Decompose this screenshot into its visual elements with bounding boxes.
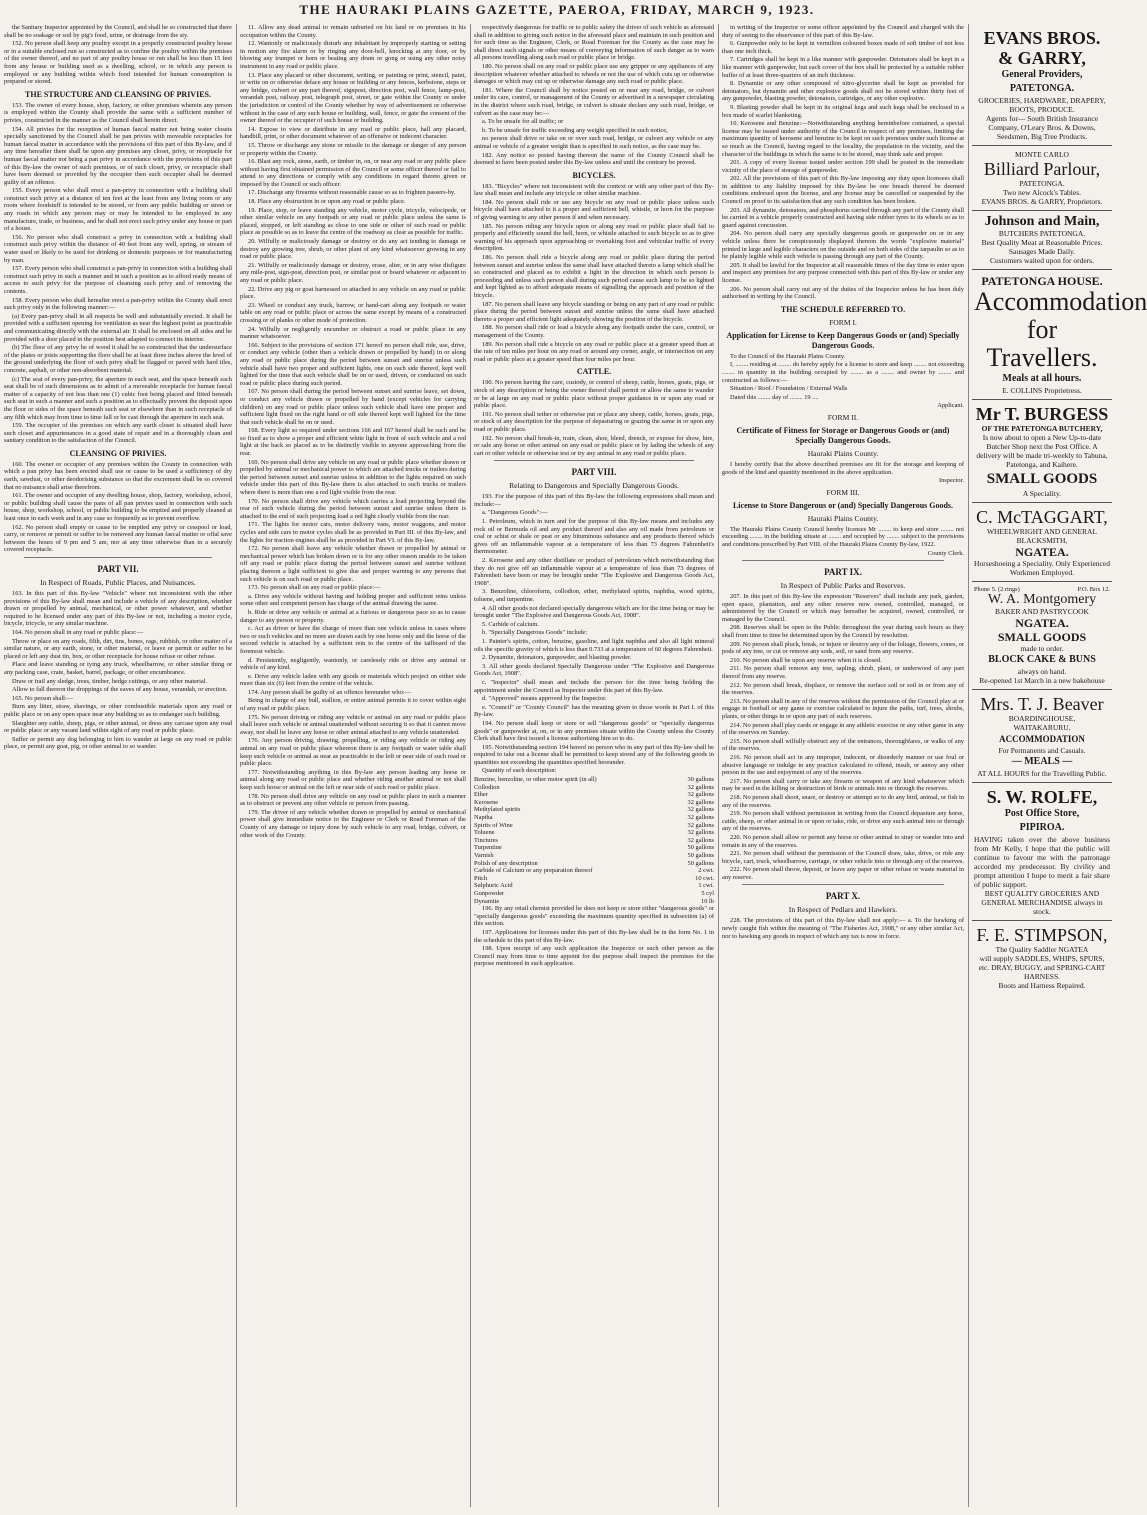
paragraph: 175. No person driving or riding any vehicle or animal on any road or public place shall leave such vehicle or animal unattended without securing it so that it cannot move away, nor shall he leave any horse or other animal attached to any vehicle unattended. bbox=[240, 713, 466, 736]
paragraph: e. "Council" or "County Council" has the meaning given to those words in Part I. of this By-law. bbox=[474, 703, 714, 719]
paragraph: 211. No person shall remove any tree, sapling, shrub, plant, or underwood of any part thereof from any reserve. bbox=[722, 665, 964, 681]
ad-mctaggart bbox=[972, 503, 1112, 582]
paragraph: c. Act as driver or have the charge of more than one vehicle unless in cases where two or such vehicles and no more are drawn each by one horse only and the horse of the second vehicle is attached by a sufficient rein to the centre of the tailboard of the foremost vehicle. bbox=[240, 625, 466, 655]
table-row bbox=[474, 799, 714, 807]
paragraph: (b) The floor of any privy be of wood it shall be so constructed that the undersurface of the plates or joists supporting the floor shall be at least three inches above the level of the ground underlying the floor of such privy shall be flagged or paved with hard tiles, concrete, asphalt, or other non-absorbent material. bbox=[4, 344, 232, 374]
ad-title: S. W. ROLFE, bbox=[986, 787, 1098, 807]
paragraph: 23. Wheel or conduct any truck, barrow, or hand-cart along any footpath or water table on any road or public place or across the same except by means of a constructed crossing or of planks or other mode of protection. bbox=[240, 301, 466, 324]
table-row bbox=[474, 844, 714, 852]
paragraph: the Sanitary Inspector appointed by the Council, and shall be so constructed that there shall be no soakage or soil by pig's food, urine, or drainage from the sty. bbox=[4, 24, 232, 39]
divider bbox=[24, 557, 212, 558]
paragraph: a. To be unsafe for all traffic; or bbox=[482, 118, 564, 126]
paragraph: 171. The lights for motor cars, motor delivery vans, motor waggons, and motor cycles and side cars to motor cycles shall be as provided in Part III. of this By-law, and the lights for traction engines shall be as provided in Part VI. of this By-law. bbox=[240, 521, 466, 544]
ad-headline: Accommodation for Travellers. bbox=[974, 287, 1147, 372]
paragraph: 14. Expose to view or distribute in any road or public place, hall any placard, handbill, print, or other document whatever of an offensive or indecent character. bbox=[240, 125, 466, 141]
advertisements-column bbox=[972, 24, 1147, 1509]
ad-subtitle: BAKER AND PASTRYCOOK bbox=[995, 607, 1089, 616]
ad-headline: ACCOMMODATION bbox=[999, 734, 1085, 744]
ad-headline: — MEALS — bbox=[1011, 756, 1073, 767]
ad-headline: SMALL GOODS bbox=[986, 471, 1098, 487]
paragraph: a. "Dangerous Goods":— bbox=[482, 509, 548, 517]
ad-title: Mrs. T. J. Beaver bbox=[980, 694, 1104, 714]
paragraph: b. To be unsafe for traffic exceeding any weight specified in such notice, bbox=[482, 126, 668, 134]
paragraph: Draw or trail any sledge, trees, timber, hedge cuttings, or any other material. bbox=[12, 677, 208, 685]
paragraph: (c) The seat of every pan-privy, the aperture in each seat, and the space beneath each seat shall be of such dimensions as to admit of a moveable receptacle for human faecal matter of a capacity of not less than one (1) cubic foot being placed and fitted beneath such seat in such a manner and such a position as to effectually prevent the deposit upon the floor or sides of the space beneath such seat or elsewhere than in such receptacle of any filth which may from time to time fall or be cast through the aperture in such seat. bbox=[4, 375, 232, 421]
ad-text: Is now about to open a New Up-to-date Butcher Shop next the Post Office. A delivery will be made tri-weekly to Tahuna, Patetonga, and Kaihere. bbox=[976, 433, 1108, 469]
table-row bbox=[474, 829, 714, 837]
paragraph: 207. In this part of this By-law the expression "Reserves" shall include any park, garden, open space, plantation, and any other reserve now owned, controlled, managed, or administered by the Council or which may hereafter be acquired, owned, controlled, or managed by the Council. bbox=[722, 593, 964, 623]
part-subheading: In Respect of Roads, Public Places, and Nuisances. bbox=[40, 578, 196, 587]
ad-text: Sausages Made Daily. bbox=[1008, 247, 1076, 256]
ad-text: For Permanents and Casuals. bbox=[998, 746, 1086, 755]
ad-text: AT ALL HOURS for the Travelling Public. bbox=[977, 769, 1107, 778]
paragraph: 178. No person shall drive any vehicle on any road or public place in such a manner as to obstruct or prevent any other vehicle or person from passing. bbox=[240, 792, 466, 808]
table-cell-item: Turpentine bbox=[474, 844, 502, 852]
table-cell-quantity: 10 lb bbox=[701, 897, 714, 905]
paragraph: 19. Place, stop, or leave standing any vehicle, motor cycle, tricycle, velocipede, or other similar vehicle on any footpath or any road or public place unless the same is placed, stopped, or left standing as close to one side or other of such road or public place as possible so as to leave the centre of the roadway as clear as possible for traffic. bbox=[240, 206, 466, 237]
ad-patetonga-house bbox=[972, 270, 1147, 400]
section-heading: THE SCHEDULE REFERRED TO. bbox=[780, 304, 906, 314]
table-cell-quantity: 50 gallons bbox=[687, 852, 714, 859]
paragraph: 10. Kerosene and Benzine:—Notwithstanding anything hereinbefore contained, a special license may be issued under authority of the Council in respect of any premises, limiting the maximum quantity of kerosene and benzine to be kept on such premises under such license at so much as the Council, having regard to the locality, the population in the vicinity, and the character of the buildings in which the same is to be stored, may think safe and proper. bbox=[722, 120, 964, 158]
part-heading: PART IX. bbox=[824, 567, 862, 578]
paragraph: 163. In this part of this By-law "Vehicle" where not inconsistent with the other provisions of this By-law shall mean and include a vehicle of any description, whether drawn or propelled by animal, mechanical, or other power whatever, and whether required to be licensed under any part of this By-law or not, including a motor cycle, bicycle, tricycle, or any similar machine. bbox=[4, 590, 232, 628]
paragraph: Situation / Roof / Foundation / External Walls bbox=[730, 385, 848, 393]
paragraph: 185. No person riding any bicycle upon or along any road or public place shall fail to properly and efficiently sound the bell, horn, or whistle attached to such bicycle so as to give warning of his approach upon approaching or overtaking foot and vehicular traffic of every description. bbox=[474, 222, 714, 253]
ad-text: Two new Alcock's Tables. bbox=[1002, 188, 1082, 197]
paragraph: 158. Every person who shall hereafter erect a pan-privy within the County shall erect such privy only in the following manner:— bbox=[4, 296, 232, 312]
table-cell-quantity: 32 gallons bbox=[687, 783, 714, 791]
paragraph: 214. No person shall play cards or engage in any athletic exercise or any other game in any of the reserves on Sunday. bbox=[722, 721, 964, 737]
paragraph: The Hauraki Plains County Council hereby licenses Mr ........ to keep and store ........ not exceeding ........ in the building situate at ........ and occupied by ........ subject to the provisions and conditions prescribed by Part VIII. of the Hauraki Plains County By-law, 1922. bbox=[722, 525, 964, 548]
ad-text: made to order. bbox=[1020, 644, 1064, 653]
signature-line: Applicant. bbox=[937, 402, 964, 410]
paragraph: 18. Place any obstruction in or upon any road or public place. bbox=[248, 198, 406, 206]
table-row bbox=[474, 867, 714, 875]
po-box: P.O. Box 12. bbox=[1077, 586, 1110, 593]
table-cell-quantity: 30 gallons bbox=[687, 776, 714, 784]
ad-text: NGATEA. bbox=[1015, 616, 1069, 630]
divider bbox=[494, 460, 694, 461]
ad-text: PIPIROA. bbox=[1019, 822, 1065, 833]
paragraph: 168. Every light so required under sections 166 and 167 hereof shall be such and be so fixed as to show a proper and efficient white light in front of such vehicle and a red light at the back so placed as to be distinctly visible to anyone approaching from the rear. bbox=[240, 427, 466, 458]
form-label: FORM II. bbox=[827, 412, 859, 422]
paragraph: 154. All privies for the reception of human faecal matter not being water closets specially sanctioned by the Council shall be pan privies with moveable receptacles for human faecal matter in accordance with the provisions of this part of this By-law, and if any time hereafter there shall be upon any premises any closet, privy, or receptacle for human faecal matter not being a pan privy in accordance with the provisions of this part of this By-law the owner of such premises, or of such closet, privy, or receptacle shall have been deemed or provided by the occupier then such occupier shall be deemed guilty of an offence. bbox=[4, 125, 232, 186]
ad-title: Billiard Parlour, bbox=[983, 159, 1101, 179]
ad-text: Boots and Harness Repaired. bbox=[998, 981, 1086, 990]
section-heading: CLEANSING OF PRIVIES. bbox=[69, 448, 167, 458]
county-name: Hauraki Plains County. bbox=[807, 448, 879, 458]
table-cell-item: Carbide of Calcium or any preparation thereof bbox=[474, 867, 593, 875]
paragraph: 173. No person shall on any road or public place:— bbox=[248, 584, 381, 592]
ad-title: Johnson and Main, bbox=[984, 214, 1100, 229]
paragraph: 155. Every person who shall erect a pan-privy in connection with a building shall construct such privy at a distance of ten feet at the least from any living room or any room where foodstuff is intended to be stored, or from any public building or street or any roads in which any person may or may be intended to be employed in any manufacture, trade, or business, and he shall not erect such privy under any house or part of a house. bbox=[4, 187, 232, 233]
form-label: FORM I. bbox=[829, 317, 857, 327]
table-cell-quantity: 32 gallons bbox=[687, 814, 714, 822]
paragraph: a. Drive any vehicle without having and holding proper and sufficient reins unless some other and competent person has charge of the animal drawing the same. bbox=[240, 592, 466, 608]
paragraph: Throw or place on any roads, filth, dirt, tins, bones, rags, rubbish, or other matter of a similar nature, or any earth, stone, or other material, or leave or permit or suffer to be placed or left any dust tin, box, or other receptacle for house refuse or other refuse. bbox=[4, 637, 232, 660]
paragraph: 228. The provisions of this part of this By-law shall not apply:— a. To the hawking of newly caught fish within the meaning of "The Fisheries Act, 1908," or any other similar Act, nor to hawking any goods in respect of which any tax is now in force. bbox=[722, 917, 964, 940]
table-cell-item: Benzine, benzoline, or other motor spirit (in all) bbox=[474, 776, 597, 784]
paragraph: 2. Dynamite, detonators, gunpowder, and blasting powder. bbox=[482, 654, 632, 662]
part-heading: PART VIII. bbox=[571, 467, 617, 478]
quantity-table bbox=[474, 776, 714, 905]
ad-montgomery bbox=[972, 582, 1112, 690]
ad-text: EVANS BROS. & GARRY, Proprietors. bbox=[981, 197, 1103, 206]
paragraph: I, ........ residing at ........ do hereby apply for a license to store and keep ........ not exceeding ........ in quantity in the building occupied by ........ as a ........ and owner by ........ and constructed as follows:— bbox=[722, 361, 964, 384]
paragraph: Place and leave standing or tying any truck, wheelbarrow, or other similar thing or any packing case, crate, basket, barrel, package, or other encumbrance. bbox=[4, 661, 232, 676]
ad-subtitle: WHEELWRIGHT AND GENERAL BLACKSMITH, bbox=[986, 527, 1098, 545]
paragraph: 159. The occupier of the premises on which any earth closet is situated shall have such closet and appurtenances in a good state of repair and in a thoroughly clean and sanitary condition to the satisfaction of the Council. bbox=[4, 422, 232, 445]
ad-text: BEST QUALITY GROCERIES AND GENERAL MERCHANDISE always in stock. bbox=[981, 889, 1103, 916]
paragraph: 204. No person shall carry any specially dangerous goods or gunpowder on or in any vehicle unless there be conspicuously displayed thereon the words "explosive material" printed in large and legible characters on the outside and on both sides of the tarpaulin so as to be plainly legible while such vehicle is passing through any part of the County. bbox=[722, 230, 964, 261]
paragraph: 217. No person shall carry or take any firearm or weapon of any kind whatsoever which may be used in the killing or destruction of birds or animals into or through the reserves. bbox=[722, 777, 964, 793]
section-heading: BICYCLES. bbox=[572, 170, 616, 180]
paragraph: 5. Carbide of calcium. bbox=[482, 620, 539, 628]
table-cell-item: Pitch bbox=[474, 874, 488, 882]
paragraph: 197. Applications for licenses under this part of this By-law shall be in the form No. 1 in the schedule to this part of this By-law. bbox=[474, 928, 714, 944]
paragraph: d. "Approved" means approved by the Inspector. bbox=[482, 695, 607, 703]
table-cell-item: Dynamite bbox=[474, 897, 500, 905]
paragraph: 6. Gunpowder only to be kept in vermilion coloured boxes made of soft timber of not less than one inch thick. bbox=[722, 40, 964, 55]
table-cell-quantity: 32 gallons bbox=[687, 791, 714, 799]
table-row bbox=[474, 882, 714, 890]
paragraph: 162. No person shall empty or cause to be emptied any privy or cesspool or load, carry, or remove or permit or suffer to be removed any human faecal matter or offal save between the hours of 9 pm and 5 am, nor at any time otherwise than in a securely covered receptacle. bbox=[4, 523, 232, 554]
paragraph: 203. All dynamite, detonators, and phosphorus carried through any part of the County shall be carried in a vehicle properly constructed and having side rubber tyres to its wheels so as to guard against concussion. bbox=[722, 206, 964, 229]
form-title: License to Store Dangerous or (and) Specially Dangerous Goods. bbox=[732, 500, 954, 510]
table-row bbox=[474, 822, 714, 830]
paragraph: 161. The owner and occupier of any dwelling house, shop, factory, workshop, school, or public building shall cause the pans of all pan privies used in connection with such house, shop, workshop, school, or public building to be emptied and properly cleaned at least once in each week and in any case so frequently as to prevent overflow. bbox=[4, 492, 232, 523]
ad-text: Customers waited upon for orders. bbox=[990, 256, 1094, 265]
paragraph: d. Persistently, negligently, wantonly, or carelessly ride or drive any animal or vehicle of any kind. bbox=[240, 656, 466, 672]
table-cell-item: Ether bbox=[474, 791, 488, 799]
paragraph: 169. No person shall drive any vehicle on any road or public place whether drawn or propelled by animal or mechanical power to which are attached trucks or trailers during the period between sunset and sunrise unless in addition to the lights required on such vehicle under this part of this By-law there is also attached to such trucks or trailers where there is more than one a red light visible from the rear. bbox=[240, 458, 466, 497]
table-cell-item: Toluene bbox=[474, 829, 495, 837]
ad-text: E. COLLINS Proprietress. bbox=[1002, 386, 1082, 395]
paragraph: no person shall drive or take on or over such road, bridge, or culvert any vehicle or any animal or vehicle of a greater weight than is specified in such notice, as the case may be. bbox=[474, 135, 714, 150]
section-heading: THE STRUCTURE AND CLEANSING OF PRIVIES. bbox=[25, 89, 211, 99]
paragraph: 206. No person shall carry out any of the duties of the Inspector unless he has been duly authorised in writing by the Council. bbox=[722, 285, 964, 301]
paragraph: 194. No person shall keep or store or sell "dangerous goods" or "specially dangerous goods" or gunpowder at, on, or in any premises situate within the County unless the County Clerk shall have first issued a license authorising him so to do. bbox=[474, 719, 714, 743]
paragraph: 212. No person shall break, displace, or remove the surface soil or soil in or from any of the reserves. bbox=[722, 681, 964, 697]
paragraph: c. "Inspector" shall mean and include the person for the time being holding the appointment under the Council as Inspector under this part of this By-law. bbox=[474, 678, 714, 694]
county-name: Hauraki Plains County. bbox=[807, 513, 879, 523]
paragraph: 172. No person shall leave any vehicle whether drawn or propelled by animal or mechanical power which has broken down or is for any other reason unable to be taken off any road or public place during the period between sunset and sunrise without placing thereon a light sufficient to give due and proper warning to any persons that such vehicle is on such road or public place. bbox=[240, 545, 466, 583]
paragraph: Allow to fall thereon the droppings of the eaves of any house, verandah, or erection. bbox=[12, 686, 228, 694]
ad-text: Best Quality Meat at Reasonable Prices. bbox=[981, 238, 1103, 247]
ad-text: will supply SADDLES, WHIPS, SPURS, etc. DRAY, BUGGY, and SPRING-CART HARNESS. bbox=[978, 954, 1106, 981]
table-cell-item: Collodion bbox=[474, 783, 500, 791]
table-cell-quantity: 50 gallons bbox=[687, 844, 714, 852]
part-subheading: In Respect of Public Parks and Reserves. bbox=[780, 581, 906, 591]
form-label: FORM III. bbox=[826, 487, 860, 497]
paragraph: 11. Allow any dead animal to remain unburied on his land or on premises in his occupation within the County. bbox=[240, 24, 466, 39]
paragraph: 1. Painter's spirits, cotton, benzine, gasoline, and light naphtha and also all light mineral oils the specific gravity of which is less than 0.733 at a temperature of 60 degrees Fahrenheit. bbox=[474, 637, 714, 653]
paragraph: 9. Blasting powder shall be kept in its original kegs and such kegs shall be enclosed in a box made of scarlet blanketing. bbox=[722, 103, 964, 119]
table-cell-item: Polish of any description bbox=[474, 859, 538, 867]
paragraph: 219. No person shall without permission in writing from the Council depasture any horse, cattle, sheep, or other animal in or upon or take, ride, or drive any such animal into or through any of the reserves. bbox=[722, 810, 964, 833]
table-cell-item: Sulphuric Acid bbox=[474, 882, 513, 890]
paragraph: 215. No person shall wilfully obstruct any of the entrances, thoroughfares, or walks of any of the reserves. bbox=[722, 737, 964, 753]
paragraph: 157. Every person who shall construct a pan-privy in connection with a building shall construct such privy in such a manner and in such a position as to afford ready means of access to such privy for the purpose of cleansing such privy and of removing the contents. bbox=[4, 265, 232, 295]
paragraph: 180. No person shall on any road or public place use any gripper or any appliances of any description whatever whether attached to wheels or not the use of which cuts up or otherwise damages or which may cut up or otherwise damage any such road or public place. bbox=[474, 62, 714, 86]
paragraph: 183. "Bicycles" where not inconsistent with the context or with any other part of this By-law shall mean and include any tricycle or other similar machine. bbox=[474, 182, 714, 198]
paragraph: 176. Any person driving, drawing, propelling, or riding any vehicle or riding any animal on any road or public place whereon there is any footpath or water table shall keep such vehicle or animal as near as practicable to the left or near side of such road or public place. bbox=[240, 737, 466, 768]
paragraph: 213. No person shall in any of the reserves without the permission of the Council play at or engage in football or any game or exercise calculated to injure the paths, turf, trees, shrubs, plants, or other things in or upon any part of such reserves. bbox=[722, 697, 964, 720]
table-row bbox=[474, 784, 714, 792]
paragraph: 208. Reserves shall be open to the Public throughout the year during such hours as they shall from time to time be determined upon by the Council by resolution. bbox=[722, 624, 964, 640]
ad-text: NGATEA. bbox=[1015, 545, 1069, 559]
form-title: Certificate of Fitness for Storage or Dangerous Goods or (and) Specially Dangerous Goods. bbox=[736, 425, 950, 445]
table-row bbox=[474, 791, 714, 799]
table-cell-item: Methylated spirits bbox=[474, 806, 521, 814]
ad-subtitle: The Quality Saddler NGATEA bbox=[995, 945, 1089, 954]
paragraph: 195. Notwithstanding section 194 hereof no person who in any part of this By-law shall be required to take out a license shall be permitted to keep stored any of the following goods in quantities not exceeding the quantities specified hereunder. bbox=[474, 743, 714, 766]
ad-text: Re-opened 1st March in a new bakehouse bbox=[979, 676, 1105, 685]
paragraph: 160. The owner or occupier of any premises within the County in connection with which a pan privy has been erected shall use or cause to be used a sufficiency of dry earth, sawdust, or other deodorising substance so that the excrement shall be so covered that no nuisance shall arise therefrom. bbox=[4, 460, 232, 491]
ad-text: WAITAKARURU. bbox=[1013, 723, 1071, 732]
ad-subtitle: General Providers, PATETONGA. bbox=[1001, 69, 1083, 94]
paragraph: 156. No person who shall construct a privy in connection with a building shall construct such privy within the distance of 40 feet from any well, spring, or stream of water used or likely to be used for drinking or domestic purposes or for manufacturing by man. bbox=[4, 233, 232, 264]
paragraph: 218. No person shall shoot, snare, or destroy or attempt so to do any bird, animal, or fish in any of the reserves. bbox=[722, 793, 964, 809]
paragraph: 210. No person shall be upon any reserve when it is closed. bbox=[730, 656, 882, 664]
paragraph: 174. Any person shall be guilty of an offence hereunder who:— bbox=[248, 688, 411, 696]
part-subheading: Relating to Dangerous and Specially Dangerous Goods. bbox=[509, 481, 679, 491]
paragraph: 220. No person shall allow or permit any horse or other animal to stray or wander into and remain in any of the reserves. bbox=[722, 833, 964, 849]
paragraph: 3. Benzoline, chloroform, collodion, ether, methylated spirits, naphtha, wood spirits, toluene, and turpentine. bbox=[474, 588, 714, 603]
ad-subtitle: BOARDINGHOUSE, bbox=[1008, 714, 1076, 723]
section-heading: CATTLE. bbox=[576, 367, 612, 377]
table-row bbox=[474, 806, 714, 814]
paragraph: 177. Notwithstanding anything in this By-law any person leading any horse or animal along any road or public place and whether riding another animal or not shall keep such horse or animal on the left or near side of such road or public place. bbox=[240, 768, 466, 791]
ad-text: MONTE CARLO bbox=[1015, 150, 1069, 159]
ad-title: PATETONGA HOUSE. bbox=[981, 274, 1103, 288]
paragraph: 24. Wilfully or negligently encumber or obstruct a road or public place in any manner whatsoever. bbox=[240, 325, 466, 341]
table-heading: Quantity of each description: bbox=[482, 767, 557, 775]
paragraph: 13. Place any placard or other document, writing, or painting or print, stencil, paint, or write on or otherwise deface any house or building or any fences, kerbstone, steps or any bridge, culvert or any part thereof, signpost, direction post, wall fence, lamp-post, verandah post, railway post, telegraph post, street, or gate within the County or under the jurisdiction or control of the County whether by way of advertisement or otherwise without in the case of any such house or building, wall, fence, or gate the consent of the owner thereof or the occupier of such house or building. bbox=[240, 71, 466, 125]
paragraph: 22. Drive any pig or goat harnessed or attached to any vehicle on any road or public place. bbox=[240, 285, 466, 301]
paragraph: 201. A copy of every license issued under section 199 shall be posted in the immediate vicinity of the place of storage of gunpowder. bbox=[722, 159, 964, 174]
paragraph: 17. Discharge any firearms without reasonable cause so as to frighten passers-by. bbox=[248, 189, 456, 197]
part-subheading: In Respect of Pedlars and Hawkers. bbox=[788, 905, 898, 915]
paragraph: 187. No person shall leave any bicycle standing or being on any part of any road or public place during the period between sunset and sunrise unless the same shall have attached thereto a proper and efficient light adequately showing the position of the bicycle. bbox=[474, 300, 714, 323]
paragraph: 221. No person shall without the permission of the Council draw, take, drive, or ride any bicycle, cart, truck, wheelbarrow, carriage, or other vehicle into or through any of the reserves. bbox=[722, 850, 964, 865]
paragraph: 184. No person shall ride or use any bicycle on any road or public place unless such bicycle shall have attached to it a proper and sufficient bell, whistle, or horn for the purpose of giving warning to any other person if and when necessary. bbox=[474, 198, 714, 222]
paragraph: 192. No person shall break-in, train, clean, shoe, bleed, drench, or expose for show, hire, or sale any horse or other animal on any road or public place or by lading the wheels of any cart or other vehicle or otherwise test or try any animal in any road or public place. bbox=[474, 434, 714, 457]
paragraph: 1. Petroleum, which in turn and for the purpose of this By-law means and includes any rock oil or Bermuda oil and any product thereof and also any oil made from petroleum or coal or schist or shale or peat or any bituminous substance and any products thereof which gives off an inflammable vapour at a temperature of less than 73 degrees Fahrenheit's thermometer. bbox=[474, 518, 714, 556]
table-cell-quantity: 10 cwt. bbox=[695, 874, 714, 882]
paragraph: 209. No person shall pluck, break, or injure or destroy any of the foliage, flowers, cones, or pods of any tree, or cut or remove any sods, soil, or sand from any reserve. bbox=[722, 640, 964, 656]
table-cell-item: Varnish bbox=[474, 852, 494, 859]
table-cell-quantity: 5 cyl bbox=[701, 889, 714, 897]
paragraph: I hereby certify that the above described premises are fit for the storage and keeping of goods of the kind and quantity mentioned in the above application. bbox=[722, 460, 964, 476]
table-row bbox=[474, 898, 714, 906]
ad-subtitle: Post Office Store, bbox=[1004, 808, 1080, 819]
paragraph: Suffer or permit any dog belonging to him to wander at large on any road or public place, or permit any goat, pig, or other animal to so wander. bbox=[4, 735, 232, 751]
table-row bbox=[474, 875, 714, 883]
paragraph: 166. Subject to the provisions of section 171 hereof no person shall ride, use, drive, or conduct any vehicle (other than a vehicle drawn or propelled by hand) in or along any road or public place during the period between sunset and sunrise unless such vehicle shall have two proper and sufficient lights, one on each side thereof, kept well lighted for the time that such vehicle shall be on or used, driven, or conducted on such road or public place during such period. bbox=[240, 341, 466, 387]
paragraph: 170. No person shall drive any vehicle which carries a load projecting beyond the rear of such vehicle during the period between sunset and sunrise unless there is attached to the end of such projecting load a red light clearly visible from the rear. bbox=[240, 497, 466, 520]
table-cell-quantity: 50 gallons bbox=[687, 859, 714, 867]
ad-text: Agents for— South British Insurance Company, O'Leary Bros. & Downs, Seedsmen, Big Tree Products. bbox=[985, 114, 1099, 141]
ad-title: Mr T. BURGESS bbox=[975, 404, 1109, 424]
ad-burgess bbox=[972, 400, 1112, 503]
part-heading: PART X. bbox=[825, 891, 861, 902]
ad-text: Horseshoeing a Speciality. Only Experienced Workmen Employed. bbox=[974, 559, 1110, 577]
ad-beaver bbox=[972, 690, 1112, 783]
column-4 bbox=[722, 24, 969, 1507]
paragraph: b. Ride or drive any vehicle or animal at a furious or dangerous pace so as to cause danger to any person or property. bbox=[240, 608, 466, 624]
ad-billiard-parlour bbox=[972, 146, 1112, 211]
paragraph: 152. No person shall keep any poultry except in a properly constructed poultry house or in a suitable enclosed run so constructed as to confine the poultry within the premises of the owner thereof, and no part of any poultry house or run shall be less than 15 feet from any house or building used as a dwelling, school, or in which any person is employed or any building within which food intended for human consumption is prepared or stored. bbox=[4, 40, 232, 86]
paragraph: Dated this ........ day of ........ 19 .... bbox=[730, 393, 819, 401]
ad-text: PATETONGA. bbox=[1019, 179, 1065, 188]
form-title: Application for License to Keep Dangerous Goods or (and) Specially Dangerous Goods. bbox=[726, 330, 960, 350]
paragraph: (a) Every pan-privy shall in all respects be well and substantially erected. It shall be provided with a sufficient opening for ventilation as near the highest point as practicable and communicating directly with the external air. It shall be enclosed on all sides and be provided with a door placed in the position best adapted to connect its interior. bbox=[4, 312, 232, 343]
paragraph: 4. All other goods not declared specially dangerous which are for the time being or may be brought under "The Explosive and Dangerous Goods Act, 1908". bbox=[474, 604, 714, 620]
table-cell-quantity: 32 gallons bbox=[687, 829, 714, 837]
table-row bbox=[474, 776, 714, 784]
paragraph: 222. No person shall throw, deposit, or leave any paper or other refuse or waste material in any reserve. bbox=[722, 866, 964, 881]
paragraph: To the Council of the Hauraki Plains County. bbox=[730, 352, 846, 360]
ad-headline: SMALL GOODS bbox=[997, 630, 1087, 644]
signature-line: County Clerk. bbox=[927, 549, 964, 557]
ad-headline: BLOCK CAKE & BUNS bbox=[988, 654, 1096, 665]
paragraph: 190. No person having the care, custody, or control of sheep, cattle, horses, goats, pigs, or stock of any description or being the owner thereof shall permit or allow the same to wander or be at large on any road or public place without proper guidance in or upon any road or public place. bbox=[474, 379, 714, 410]
phone-number: Phone 5. (2 rings) bbox=[974, 586, 1020, 593]
table-row bbox=[474, 890, 714, 898]
column-1 bbox=[4, 24, 237, 1507]
table-row bbox=[474, 814, 714, 822]
ad-text: always on hand. bbox=[1017, 667, 1067, 676]
table-cell-item: Tinctures bbox=[474, 836, 498, 844]
ad-evans-bros bbox=[972, 24, 1112, 146]
table-cell-quantity: 1 cwt. bbox=[698, 882, 714, 890]
table-row bbox=[474, 852, 714, 860]
paragraph: in writing of the Inspector or some officer appointed by the Council and charged with the duty of seeing to the observance of this part of this By-law. bbox=[722, 24, 964, 39]
paragraph: 186. No person shall ride a bicycle along any road or public place during the period between sunset and sunrise unless the same shall have attached thereto a lamp which shall be so constructed and placed as to exhibit a light in the direction in which such person is proceeding and unless such person shall during such period cause such lamp to be so lighted and kept lighted as to afford adequate means of signalling the approach and position of the bicycle. bbox=[474, 254, 714, 299]
divider bbox=[742, 560, 944, 561]
column-3 bbox=[474, 24, 719, 1507]
column-2 bbox=[240, 24, 471, 1507]
ad-johnson-main bbox=[972, 211, 1112, 270]
ad-title: C. McTAGGART, bbox=[976, 507, 1108, 527]
table-cell-item: Spirits of Wine bbox=[474, 821, 513, 829]
paragraph: 153. The owner of every house, shop, factory, or other premises wherein any person is employed within the County shall provide the same with a sufficient number of privies, constructed in the manner as the Council shall herein direct. bbox=[4, 101, 232, 124]
paragraph: 20. Wilfully or maliciously damage or destroy or do any act tending to damage or destroy any growing tree, shrub, or other plant of any kind whatsoever growing in any road or public place. bbox=[240, 238, 466, 261]
ad-text: A Speciality. bbox=[1022, 489, 1062, 498]
table-cell-quantity: 32 gallons bbox=[687, 806, 714, 814]
paragraph: 7. Cartridges shall be kept in a like manner with gunpowder. Detonators shall be kept in a like manner with gunpowder, but each cover of the box shall be protected by a suitable rubber buffer of at least three-quarters of an inch thickness. bbox=[722, 56, 964, 79]
table-cell-quantity: 2 cwt. bbox=[698, 867, 714, 875]
paragraph: b. "Specially Dangerous Goods" include: bbox=[482, 629, 588, 637]
paragraph: Slaughter any cattle, sheep, pigs, or other animal, or dress any carcase upon any road or public place or any vacant land within sight of any road or public place. bbox=[4, 719, 232, 735]
paragraph: 179. The driver of any vehicle whether drawn or propelled by animal or mechanical power shall give immediate notice to the Engineer or Clerk or Road Foreman of the County of any damage or injury done by such vehicle to any road, bridge, culvert, or other work of the County. bbox=[240, 808, 466, 839]
ad-text: GROCERIES, HARDWARE, DRAPERY, BOOTS, PRODUCE. bbox=[978, 96, 1106, 114]
paragraph: 188. No person shall ride or lead a bicycle along any footpath under the care, control, or management of the County. bbox=[474, 324, 714, 339]
ad-text: Meals at all hours. bbox=[1002, 373, 1082, 384]
ad-title: EVANS BROS. & GARRY, bbox=[983, 28, 1101, 68]
table-cell-item: Kerosene bbox=[474, 798, 499, 806]
paragraph: 167. No person shall during the period between sunset and sunrise leave, set down, or conduct any vehicle drawn or propelled by hand (except vehicles for carrying children) on any road or public place unless such vehicle shall have one proper and sufficient light fixed on the right hand or off side thereof kept well lighted for the time that such vehicle shall be on or used. bbox=[240, 388, 466, 426]
table-cell-quantity: 32 gallons bbox=[687, 821, 714, 829]
paragraph: 181. Where the Council shall by notice posted on or near any road, bridge, or culvert under its care, control, or management of the County or advertised in a newspaper circulating in the district where such road, bridge, or culvert is situate declare any such road, bridge, or culvert as the case may be:— bbox=[474, 86, 714, 117]
paragraph: Being in charge of any bull, stallion, or entire animal permits it to cover within sight of any road or public place. bbox=[240, 697, 466, 713]
paragraph: 182. Any notice so posted having thereon the name of the County Council shall be deemed to have been posted under this By-law unless and until the contrary be proved. bbox=[474, 151, 714, 167]
paragraph: 216. No person shall act in any improper, indecent, or disorderly manner or use foul or abusive language or indulge in any practice calculated to offend, insult, or annoy any other person in the use and enjoyment of any of the reserves. bbox=[722, 753, 964, 777]
paragraph: 165. No person shall:— bbox=[12, 694, 74, 702]
paragraph: 12. Wantonly or maliciously disturb any inhabitant by improperly starting or setting in motion any fire alarm or by ringing any door-bell, knocking at any door, or by blowing any trumpet or horn or beating any drum or gong or using any other noisy instrument in any road or public place. bbox=[240, 40, 466, 70]
ad-title: W. A. Montgomery bbox=[987, 592, 1097, 607]
paragraph: 21. Wilfully or maliciously damage or destroy, erase, alter, or in any wise disfigure any mile-post, sign-post, direction post, or similar post or board whatever or adjacent to any road or public place. bbox=[240, 261, 466, 284]
paragraph: 196. By any retail chemist provided he does not keep or store either "dangerous goods" or "specially dangerous goods" exceeding the maximum quantity specified in subsection (a) of this section. bbox=[474, 905, 714, 928]
paragraph: 164. No person shall in any road or public place:— bbox=[12, 628, 143, 636]
table-cell-item: Gunpowder bbox=[474, 889, 505, 897]
masthead: THE HAURAKI PLAINS GAZETTE, PAEROA, FRIDAY, MARCH 9, 1923. bbox=[299, 2, 815, 17]
ad-rolfe bbox=[972, 783, 1112, 921]
paragraph: 198. Upon receipt of any such application the Inspector or such other person as the Council may from time to time appoint for the purpose shall inspect the premises for the purpose mentioned in such application. bbox=[474, 945, 714, 968]
paragraph: 8. Dynamite or any other compound of nitro-glycerine shall be kept as provided for detonators, but dynamite and other explosive goods shall not be stored within thirty feet of any gunpowder, blasting powder, detonators, cartridges, or any other explosive. bbox=[722, 80, 964, 103]
paragraph: Burn any litter, straw, shavings, or other combustible materials upon any road or public place or on any open space near any building so as to endanger such building. bbox=[4, 703, 232, 718]
paragraph: 202. All the provisions of this part of this By-law imposing any duty upon licensees shall in addition to any liability imposed by this By-law be one breach thereof be deemed conditions endorsed upon the license, and any license may be cancelled or suspended by the Council on proof to its satisfaction that any such condition has been broken. bbox=[722, 175, 964, 206]
paragraph: 15. Throw or discharge any stone or missile to the damage or danger of any person or property within the County. bbox=[240, 141, 466, 157]
paragraph: 193. For the purpose of this part of this By-law the following expressions shall mean and include:— bbox=[474, 493, 714, 508]
signature-line: Inspector. bbox=[938, 477, 964, 485]
part-heading: PART VII. bbox=[97, 564, 139, 574]
table-row bbox=[474, 837, 714, 845]
paragraph: respectively dangerous for traffic or to public safety the driver of such vehicle as aforesaid shall in addition to giving such notice in the aforesaid place and maintain in such position and for such time as the Engineer, Clerk, or Road Foreman for the County as the case may be shall direct such signals or other means of conveying information of such danger as to warn all persons travelling along such road or public place or bridge. bbox=[474, 24, 714, 62]
ad-subtitle: OF THE PATETONGA BUTCHERY, bbox=[981, 424, 1103, 433]
paragraph: 189. No person shall ride a bicycle on any road or public place at a greater speed than at the rate of ten miles per hour on any road or around any corner, angle, or intersection on any road or public place at a greater speed than four miles per hour. bbox=[474, 340, 714, 363]
paragraph: e. Drive any vehicle laden with any goods or materials which project on either side more than six (6) feet from the centre of the vehicle. bbox=[240, 672, 466, 688]
paragraph: 191. No person shall tether or otherwise put or place any sheep, cattle, horses, goats, pigs, or stock of any description for the purpose of depasturing or grazing the same in or upon any road or public place. bbox=[474, 410, 714, 433]
ad-title: F. E. STIMPSON, bbox=[976, 925, 1108, 945]
table-cell-quantity: 32 gallons bbox=[687, 798, 714, 806]
paragraph: 205. It shall be lawful for the Inspector at all reasonable times of the day time to enter upon and inspect any premises for any purpose connected with this part of this By-law or under any license. bbox=[722, 261, 964, 284]
paragraph: 3. All other goods declared Specially Dangerous under "The Explosive and Dangerous Goods Act, 1908". bbox=[474, 662, 714, 678]
ad-stimpson bbox=[972, 921, 1112, 994]
paragraph: 2. Kerosene and any other distillate or product of petroleum which notwithstanding that they do not give off an inflammable vapour at a temperature of less than 73 degrees of Fahrenheit have been or may be brought under "The Explosive and Dangerous Goods Act, 1908". bbox=[474, 557, 714, 587]
ad-text: HAVING taken over the above business from Mr Kelly, I hope that the public will continue to favour me with the patronage accorded my predecessor. By civility and prompt attention I hope to merit a fair share of public support. bbox=[974, 835, 1110, 889]
ad-subtitle: BUTCHERS PATETONGA. bbox=[998, 229, 1086, 238]
paragraph: 16. Blast any rock, stone, earth, or timber in, on, or near any road or any public place without having first obtained permission of the Council or some officer thereof or fail to attend to any directions or comply with any conditions in regard thereto given or imposed by the Council or such officer. bbox=[240, 158, 466, 188]
table-row bbox=[474, 860, 714, 868]
table-cell-item: Naptha bbox=[474, 814, 493, 822]
divider bbox=[742, 884, 944, 885]
table-cell-quantity: 32 gallons bbox=[687, 836, 714, 844]
